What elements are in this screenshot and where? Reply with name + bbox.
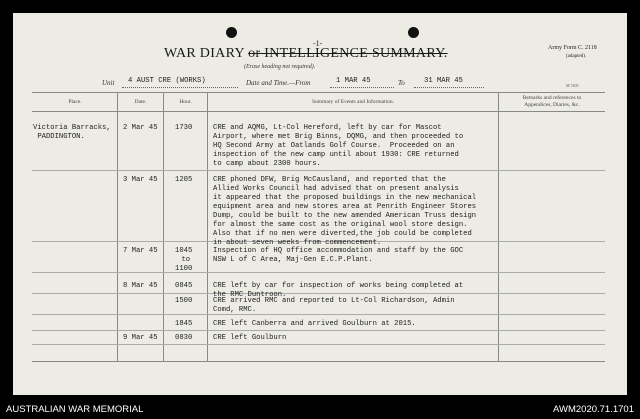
entry-hour: 1500 [175,297,193,305]
page-number: -1- [313,39,323,48]
entry-hour: 0830 [175,334,193,342]
column-header-place: Place. [68,99,82,105]
entry-text: Inspection of HQ office accommodation and staff by the GOC NSW L of C Area, Maj-Gen E.C.P.Plant. [213,247,464,264]
entry-text: CRE arrived RMC and reported to Lt-Col Richardson, Admin Comd, RMC. [213,297,455,314]
column-header-remarks: Remarks and references to [522,95,582,101]
entry-date: 8 Mar 45 [123,282,158,290]
entry-hour: 1045 to 1100 [175,247,193,273]
column-divider [498,92,499,361]
page-title [164,46,448,62]
to-label: To [398,79,405,87]
entry-hour: 1730 [175,124,193,132]
column-header-summary: Summary of Events and Information. [311,99,395,105]
row-rule [32,272,605,273]
form-code: M 7405 [566,83,579,88]
footer-source: AUSTRALIAN WAR MEMORIAL [6,404,144,415]
column-header-hour: Hour. [179,99,192,105]
punch-hole [226,27,237,38]
entry-text: CRE left Goulburn [213,334,287,342]
row-rule [32,170,605,171]
heading-note: (Erase heading not required). [244,64,316,70]
row-rule [32,344,605,345]
to-value: 31 MAR 45 [424,77,463,85]
entry-date: 3 Mar 45 [123,176,158,184]
unit-underline [122,87,238,88]
title-struck: or INTELLIGENCE SUMMARY. [248,46,448,61]
entry-text: CRE phoned DFW, Brig McCausland, and reported that the Allied Works Council had advised that on present analysis it appeared that the proposed buildings in the new mechanical equipment area and new stores area at Penrith Engineer Stores Dump, could be built to the new amended American Truss design for almost the same cost as the original wool store design. Also that if no men were diverted,the job could be completed in about seven weeks from commencement. [213,176,477,247]
entry-date: 7 Mar 45 [123,247,158,255]
column-divider [163,92,164,361]
entry-hour: 1205 [175,176,193,184]
entry-text: CRE left by car for inspection of works being completed at the RMC Duntroon. [213,282,464,299]
unit-value: 4 AUST CRE (WORKS) [128,77,206,85]
from-underline [330,87,394,88]
entry-text: CRE and AQMG, Lt-Col Hereford, left by car for Mascot Airport, where met Brig Binns, DQMG, and then proceeded to HQ Second Army at Oatlands Golf Course. Proceeded on an inspection of the new camp until about 1930: CRE returned to camp about 2300 hours. [213,124,464,168]
title-main: WAR DIARY [164,46,245,61]
footer-accession: AWM2020.71.1701 [553,404,634,415]
form-adapted: (adapted). [566,54,587,59]
column-header-date: Date. [134,99,147,105]
entry-date: 2 Mar 45 [123,124,158,132]
entry-text: CRE left Canberra and arrived Goulburn at 2015. [213,320,416,328]
column-divider [117,92,118,361]
row-rule [32,330,605,331]
date-label: Date and Time.—From [246,79,311,87]
column-header-remarks-2: Appendices, Diaries, &c. [524,102,580,108]
table-bottom-rule [32,361,605,362]
entry-date: 9 Mar 45 [123,334,158,342]
column-divider [207,92,208,361]
from-value: 1 MAR 45 [336,77,371,85]
entry-place: Victoria Barracks, PADDINGTON. [33,124,111,141]
entry-hour: 0845 [175,282,193,290]
form-name: Army Form C. 2118 [548,45,597,51]
entry-hour: 1845 [175,320,193,328]
unit-label: Unit [102,79,115,87]
to-underline [414,87,484,88]
punch-hole [408,27,419,38]
